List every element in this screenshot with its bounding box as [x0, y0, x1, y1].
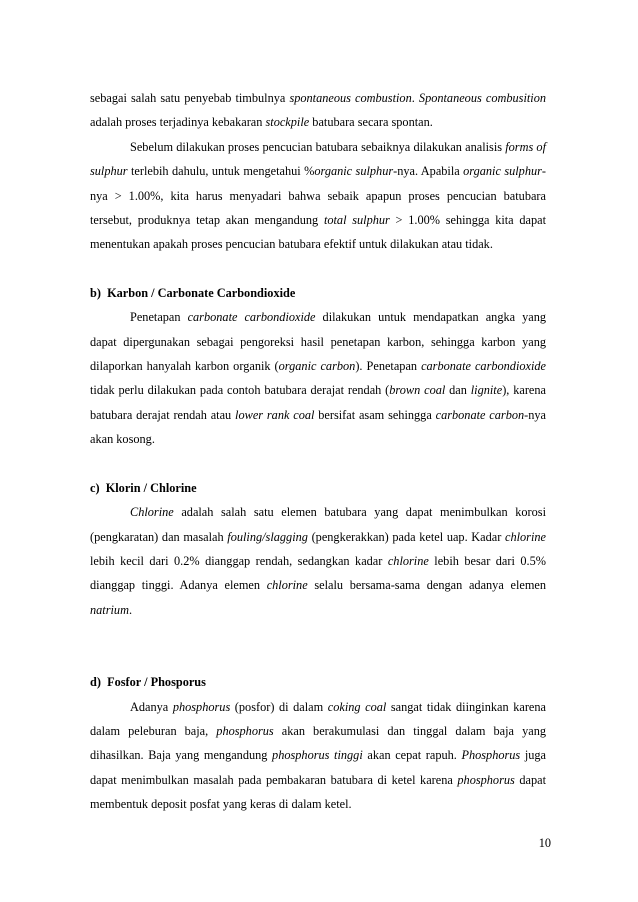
heading-karbon: b) Karbon / Carbonate Carbondioxide: [90, 285, 296, 300]
paragraph-spontaneous-combustion: sebagai salah satu penyebab timbulnya spontaneous combustion. Spontaneous combusition adalah proses terjadinya kebakaran stockpile batubara secara spontan.: [90, 91, 546, 130]
spacer: [90, 257, 546, 281]
paragraph-carbonate: Penetapan carbonate carbondioxide dilakukan untuk mendapatkan angka yang dapat dipergunakan sebagai pengoreksi hasil penetapan karbon, sehingga karbon yang dilaporkan hanyalah karbon organik (organic carbon). Penetapan carbonate carbondioxide tidak perlu dilakukan pada contoh batubara derajat rendah (brown coal dan lignite), karena batubara derajat rendah atau lower rank coal bersifat asam sehingga carbonate carbon-nya akan kosong.: [90, 310, 547, 447]
spacer: [90, 622, 546, 670]
paragraph-forms-of-sulphur: Sebelum dilakukan proses pencucian batubara sebaiknya dilakukan analisis forms of sulphur terlebih dahulu, untuk mengetahui %organic sulphur-nya. Apabila organic sulphur-nya > 1.00%, kita harus menyadari bahwa sebaik apapun proses pencucian batubara tersebut, produknya tetap akan mengandung total sulphur > 1.00% sehingga kita dapat menentukan apakah proses pencucian batubara efektif untuk dilakukan atau tidak.: [90, 139, 547, 252]
heading-fosfor: d) Fosfor / Phosporus: [90, 675, 206, 690]
page-body: [90, 86, 546, 817]
page-number: 10: [538, 836, 551, 850]
spacer: [90, 452, 546, 476]
paragraph-chlorine: Chlorine adalah salah satu elemen batubara yang dapat menimbulkan korosi (pengkaratan) dan masalah fouling/slagging (pengkerakkan) pada ketel uap. Kadar chlorine lebih kecil dari 0.2% dianggap rendah, sedangkan kadar chlorine lebih besar dari 0.5% dianggap tinggi. Adanya elemen chlorine selalu bersama-sama dengan adanya elemen natrium.: [90, 505, 546, 617]
heading-klorin: c) Klorin / Chlorine: [90, 480, 197, 495]
paragraph-phosphorus: Adanya phosphorus (posfor) di dalam coking coal sangat tidak diinginkan karena dalam peleburan baja, phosphorus akan berakumulasi dan tinggal dalam baja yang dihasilkan. Baja yang mengandung phosphorus tinggi akan cepat rapuh. Phosphorus juga dapat menimbulkan masalah pada pembakaran batubara di ketel karena phosphorus dapat membentuk deposit posfat yang keras di dalam ketel.: [90, 699, 547, 812]
